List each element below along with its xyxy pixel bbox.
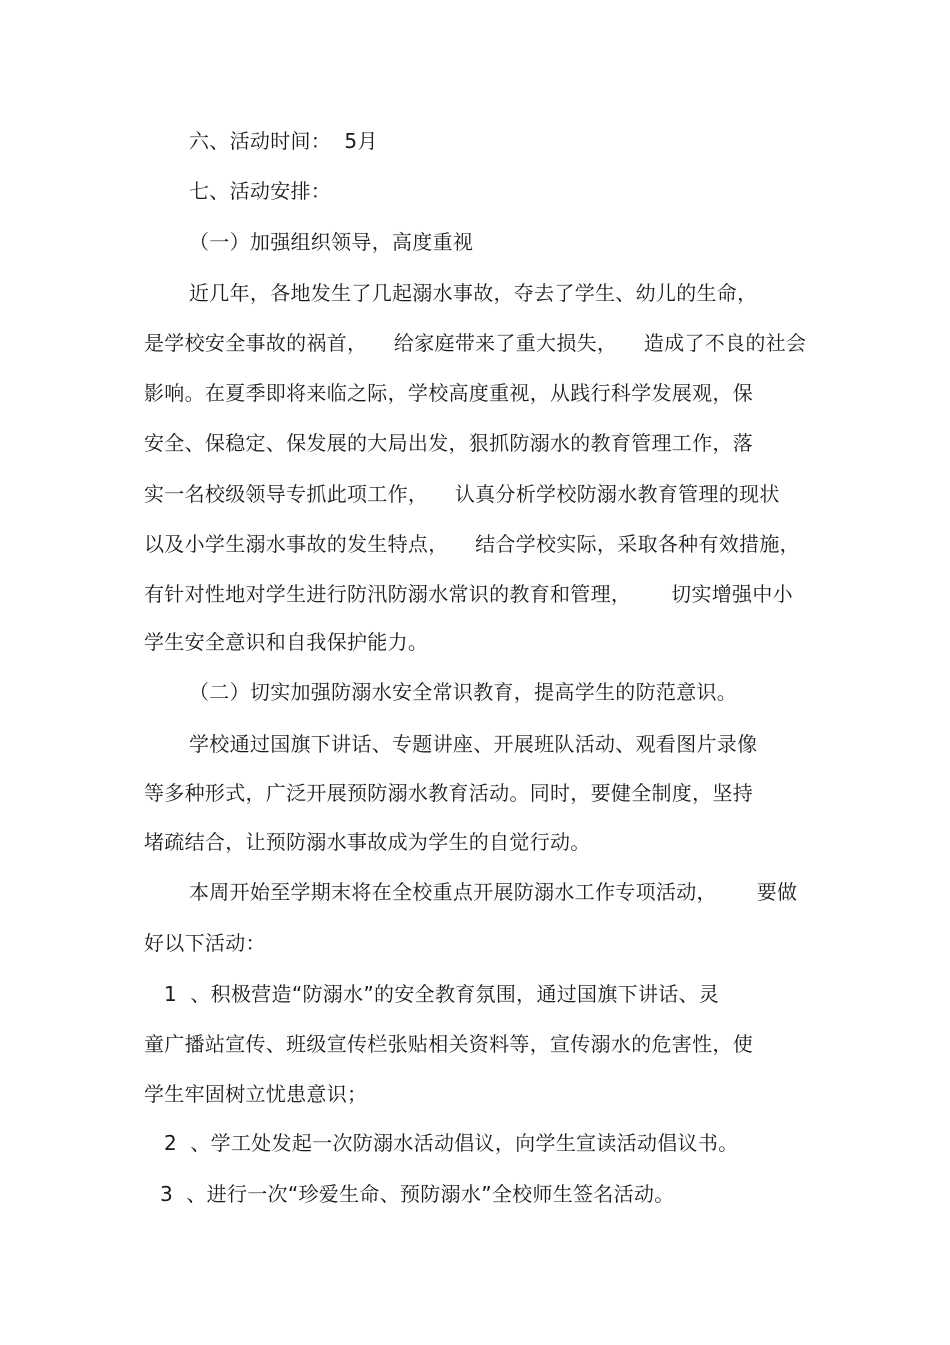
paragraph-line: 学生安全意识和自我保护能力。 bbox=[144, 630, 429, 654]
section-six-activity-time: 六、活动时间： 5月 bbox=[189, 129, 378, 153]
list-item-3: 3 、进行一次“珍爱生命、预防溺水”全校师生签名活动。 bbox=[160, 1182, 675, 1206]
paragraph-line: 堵疏结合，让预防溺水事故成为学生的自觉行动。 bbox=[144, 830, 591, 854]
paragraph-line: 等多种形式，广泛开展预防溺水教育活动。同时，要健全制度，坚持 bbox=[144, 781, 753, 805]
subsection-two-heading: （二）切实加强防溺水安全常识教育，提高学生的防范意识。 bbox=[189, 680, 738, 704]
paragraph-line: 实一名校级领导专抓此项工作， 认真分析学校防溺水教育管理的现状 bbox=[144, 482, 780, 506]
paragraph-line: 童广播站宣传、班级宣传栏张贴相关资料等，宣传溺水的危害性，使 bbox=[144, 1032, 753, 1056]
paragraph-line: 影响。在夏季即将来临之际，学校高度重视，从践行科学发展观，保 bbox=[144, 381, 753, 405]
paragraph-line: 本周开始至学期末将在全校重点开展防溺水工作专项活动， 要做 bbox=[189, 880, 798, 904]
subsection-one-heading: （一）加强组织领导，高度重视 bbox=[189, 230, 474, 254]
paragraph-line: 是学校安全事故的祸首， 给家庭带来了重大损失， 造成了不良的社会 bbox=[144, 331, 807, 355]
paragraph-line: 近几年，各地发生了几起溺水事故，夺去了学生、幼儿的生命， bbox=[189, 281, 758, 305]
paragraph-line: 有针对性地对学生进行防汛防溺水常识的教育和管理， 切实增强中小 bbox=[144, 582, 793, 606]
section-seven-activity-arrangement: 七、活动安排： bbox=[189, 179, 332, 203]
list-item-2: 2 、学工处发起一次防溺水活动倡议，向学生宣读活动倡议书。 bbox=[164, 1131, 739, 1155]
paragraph-line: 好以下活动： bbox=[144, 931, 266, 955]
paragraph-line: 学生牢固树立忧患意识； bbox=[144, 1082, 368, 1106]
list-item-1: 1 、积极营造“防溺水”的安全教育氛围，通过国旗下讲话、灵 bbox=[164, 982, 720, 1006]
paragraph-line: 学校通过国旗下讲话、专题讲座、开展班队活动、观看图片录像 bbox=[189, 732, 758, 756]
paragraph-line: 以及小学生溺水事故的发生特点， 结合学校实际，采取各种有效措施， bbox=[144, 532, 800, 556]
paragraph-line: 安全、保稳定、保发展的大局出发，狠抓防溺水的教育管理工作，落 bbox=[144, 431, 753, 455]
